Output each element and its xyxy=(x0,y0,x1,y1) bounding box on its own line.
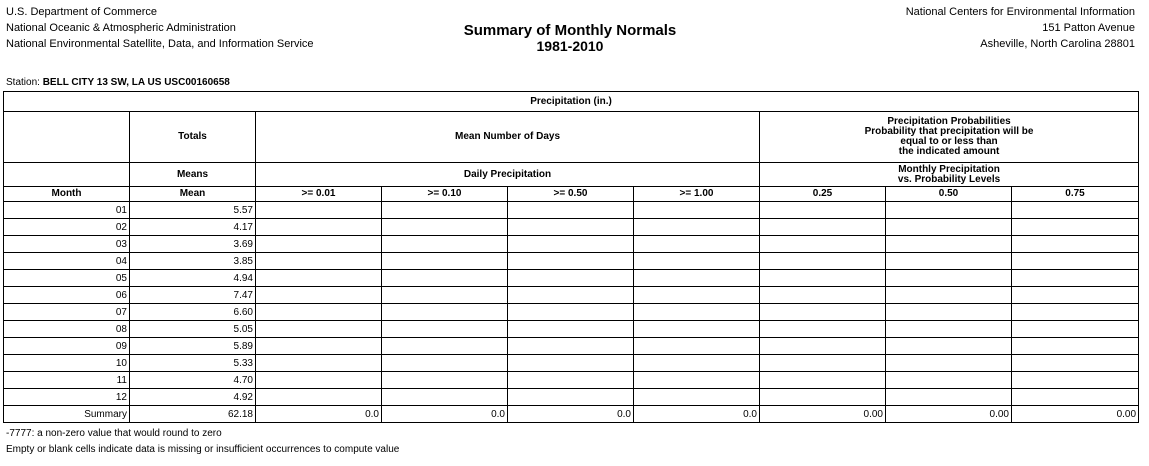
value-cell xyxy=(760,338,886,355)
month-cell: Summary xyxy=(4,406,130,423)
value-cell xyxy=(508,338,634,355)
value-cell xyxy=(760,372,886,389)
column-header: Mean xyxy=(130,187,256,202)
agency-info-right xyxy=(906,4,1135,52)
value-cell xyxy=(1012,372,1139,389)
column-header: 0.50 xyxy=(886,187,1012,202)
value-cell xyxy=(256,236,382,253)
value-cell: 62.18 xyxy=(130,406,256,423)
value-cell: 4.17 xyxy=(130,219,256,236)
value-cell xyxy=(382,236,508,253)
value-cell xyxy=(256,253,382,270)
value-cell xyxy=(634,321,760,338)
value-cell: 3.69 xyxy=(130,236,256,253)
title: Summary of Monthly Normals xyxy=(463,22,677,39)
value-cell xyxy=(256,338,382,355)
value-cell: 6.60 xyxy=(130,304,256,321)
column-header: 0.25 xyxy=(760,187,886,202)
column-header: Month xyxy=(4,187,130,202)
month-cell: 09 xyxy=(4,338,130,355)
value-cell xyxy=(886,321,1012,338)
footnote: -7777: a non-zero value that would round to zero xyxy=(6,428,222,439)
value-cell xyxy=(634,372,760,389)
value-cell xyxy=(508,389,634,406)
value-cell xyxy=(382,372,508,389)
table-row xyxy=(4,338,1139,355)
address-line: 151 Patton Avenue xyxy=(1042,22,1135,34)
value-cell xyxy=(508,372,634,389)
value-cell xyxy=(886,287,1012,304)
value-cell xyxy=(256,304,382,321)
value-cell xyxy=(760,304,886,321)
value-cell: 5.89 xyxy=(130,338,256,355)
value-cell xyxy=(886,202,1012,219)
value-cell: 0.0 xyxy=(382,406,508,423)
value-cell xyxy=(508,287,634,304)
column-header: >= 1.00 xyxy=(634,187,760,202)
value-cell xyxy=(508,202,634,219)
value-cell xyxy=(382,202,508,219)
value-cell xyxy=(1012,253,1139,270)
value-cell xyxy=(256,219,382,236)
value-cell xyxy=(886,236,1012,253)
agency-line: National Environmental Satellite, Data, and Information Service xyxy=(6,38,314,50)
value-cell xyxy=(886,253,1012,270)
value-cell xyxy=(634,287,760,304)
month-cell: 08 xyxy=(4,321,130,338)
table-row xyxy=(4,389,1139,406)
value-cell xyxy=(886,338,1012,355)
means-header: Means xyxy=(130,163,256,187)
column-header: 0.75 xyxy=(1012,187,1139,202)
station-name: BELL CITY 13 SW, LA US USC00160658 xyxy=(42,77,230,88)
value-cell xyxy=(382,304,508,321)
value-cell xyxy=(382,253,508,270)
month-cell: 05 xyxy=(4,270,130,287)
value-cell: 4.92 xyxy=(130,389,256,406)
column-header: >= 0.50 xyxy=(508,187,634,202)
table-row xyxy=(4,236,1139,253)
normals-table xyxy=(3,91,1139,423)
value-cell: 0.0 xyxy=(508,406,634,423)
value-cell xyxy=(1012,270,1139,287)
value-cell xyxy=(508,219,634,236)
value-cell: 0.00 xyxy=(886,406,1012,423)
value-cell xyxy=(1012,202,1139,219)
value-cell: 7.47 xyxy=(130,287,256,304)
station-line xyxy=(6,77,230,88)
value-cell xyxy=(256,270,382,287)
value-cell xyxy=(760,355,886,372)
footnote: Empty or blank cells indicate data is missing or insufficient occurrences to compute value xyxy=(6,444,400,455)
value-cell xyxy=(634,253,760,270)
value-cell xyxy=(760,287,886,304)
month-cell: 11 xyxy=(4,372,130,389)
value-cell xyxy=(256,372,382,389)
value-cell xyxy=(886,219,1012,236)
mean-days-header: Mean Number of Days xyxy=(256,112,760,163)
agency-line: U.S. Department of Commerce xyxy=(6,6,157,18)
value-cell xyxy=(256,321,382,338)
value-cell xyxy=(382,389,508,406)
value-cell xyxy=(634,338,760,355)
month-cell: 06 xyxy=(4,287,130,304)
table-row xyxy=(4,304,1139,321)
value-cell xyxy=(760,202,886,219)
table-row xyxy=(4,270,1139,287)
value-cell xyxy=(256,355,382,372)
column-header: >= 0.10 xyxy=(382,187,508,202)
month-cell: 10 xyxy=(4,355,130,372)
value-cell xyxy=(886,355,1012,372)
value-cell xyxy=(760,321,886,338)
group-header: Precipitation (in.) xyxy=(4,92,1139,112)
value-cell xyxy=(382,287,508,304)
value-cell: 5.33 xyxy=(130,355,256,372)
month-cell: 02 xyxy=(4,219,130,236)
month-cell: 07 xyxy=(4,304,130,321)
totals-header: Totals xyxy=(130,112,256,163)
value-cell xyxy=(256,287,382,304)
value-cell xyxy=(1012,321,1139,338)
value-cell xyxy=(382,338,508,355)
column-header: >= 0.01 xyxy=(256,187,382,202)
value-cell xyxy=(382,270,508,287)
value-cell xyxy=(634,202,760,219)
month-cell: 12 xyxy=(4,389,130,406)
value-cell xyxy=(1012,236,1139,253)
value-cell xyxy=(760,236,886,253)
value-cell xyxy=(1012,338,1139,355)
address-line: National Centers for Environmental Information xyxy=(905,6,1135,18)
value-cell: 5.05 xyxy=(130,321,256,338)
value-cell xyxy=(760,270,886,287)
value-cell xyxy=(886,372,1012,389)
table-row xyxy=(4,406,1139,423)
header-blank xyxy=(4,163,130,187)
value-cell xyxy=(382,219,508,236)
agency-line: National Oceanic & Atmospheric Administration xyxy=(6,22,236,34)
value-cell xyxy=(1012,287,1139,304)
table-row xyxy=(4,202,1139,219)
value-cell: 4.70 xyxy=(130,372,256,389)
value-cell xyxy=(634,389,760,406)
value-cell xyxy=(634,304,760,321)
value-cell xyxy=(760,389,886,406)
period: 1981-2010 xyxy=(536,38,604,54)
address-line: Asheville, North Carolina 28801 xyxy=(980,38,1135,50)
table-row xyxy=(4,355,1139,372)
daily-precip-header: Daily Precipitation xyxy=(256,163,760,187)
value-cell xyxy=(508,304,634,321)
value-cell xyxy=(1012,355,1139,372)
value-cell xyxy=(508,270,634,287)
value-cell xyxy=(382,321,508,338)
value-cell: 5.57 xyxy=(130,202,256,219)
value-cell xyxy=(256,202,382,219)
table-row xyxy=(4,287,1139,304)
value-cell xyxy=(1012,389,1139,406)
table-row xyxy=(4,372,1139,389)
value-cell xyxy=(886,270,1012,287)
value-cell: 0.00 xyxy=(1012,406,1139,423)
month-cell: 03 xyxy=(4,236,130,253)
value-cell: 0.0 xyxy=(634,406,760,423)
table-row xyxy=(4,321,1139,338)
value-cell: 0.00 xyxy=(760,406,886,423)
value-cell xyxy=(508,253,634,270)
value-cell xyxy=(508,321,634,338)
value-cell xyxy=(382,355,508,372)
month-cell: 04 xyxy=(4,253,130,270)
table-row xyxy=(4,219,1139,236)
value-cell xyxy=(886,304,1012,321)
value-cell: 3.85 xyxy=(130,253,256,270)
value-cell xyxy=(760,253,886,270)
probabilities-header: Precipitation Probabilities Probability that precipitation will be equal to or less than the indicated amount xyxy=(760,112,1139,163)
header-blank xyxy=(4,112,130,163)
report-title xyxy=(440,23,700,54)
value-cell xyxy=(634,270,760,287)
value-cell xyxy=(1012,219,1139,236)
value-cell xyxy=(1012,304,1139,321)
month-cell: 01 xyxy=(4,202,130,219)
value-cell: 4.94 xyxy=(130,270,256,287)
value-cell xyxy=(508,236,634,253)
station-label: Station: xyxy=(6,77,40,88)
value-cell xyxy=(634,236,760,253)
agency-info-left xyxy=(6,4,314,52)
value-cell xyxy=(886,389,1012,406)
value-cell xyxy=(256,389,382,406)
value-cell xyxy=(508,355,634,372)
monthly-precip-header: Monthly Precipitation vs. Probability Levels xyxy=(760,163,1139,187)
value-cell xyxy=(634,355,760,372)
value-cell xyxy=(760,219,886,236)
value-cell xyxy=(634,219,760,236)
value-cell: 0.0 xyxy=(256,406,382,423)
table-row xyxy=(4,253,1139,270)
